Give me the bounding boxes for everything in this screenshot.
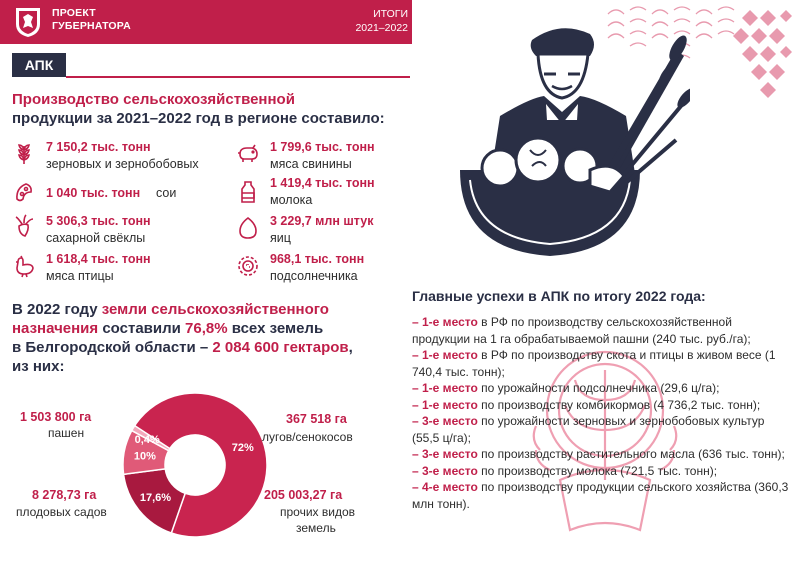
milk-label: молока <box>270 193 313 207</box>
rank-label: – 1-е место <box>412 397 478 412</box>
pig-icon <box>236 142 260 166</box>
pig-value: 1 799,6 тыс. тонн <box>270 140 375 154</box>
rank-label: – 3-е место <box>412 463 478 478</box>
meadow-percent-label: 17,6% <box>139 492 172 505</box>
project-label <box>52 7 131 33</box>
land-title-line-2 <box>12 319 402 338</box>
rank-text: по производству комбикормов (4 736,2 тыс. тонн); <box>477 397 761 412</box>
results-line-1: ИТОГИ <box>373 8 408 20</box>
wheat-label: зерновых и зернобобовых <box>46 157 199 171</box>
farmer-illustration <box>440 20 690 272</box>
rank-text: по производству молока (721,5 тыс. тонн); <box>477 463 718 478</box>
rank-label: – 1-е место <box>412 381 478 395</box>
beet-value: 5 306,3 тыс. тонн <box>46 214 151 228</box>
rank-label: – 3-е место <box>412 447 478 461</box>
results-label <box>328 7 408 35</box>
land-text-2d: всех земель <box>227 320 324 337</box>
project-line-2: ГУБЕРНАТОРА <box>52 20 131 32</box>
production-title-line-1: Производство сельскохозяйственной <box>12 91 295 108</box>
rank-label: – 3-е место <box>412 414 478 428</box>
rank-text: по производству растительного масла (636 тыс. тонн); <box>477 447 785 461</box>
list-item <box>412 463 792 480</box>
list-item <box>412 479 792 512</box>
divider <box>66 76 410 78</box>
soy-value: 1 040 тыс. тонн <box>46 186 141 200</box>
land-title <box>12 300 402 376</box>
other-land-value: 205 003,27 га <box>264 488 343 502</box>
other-land-label-1: прочих видов <box>280 505 355 519</box>
wheat-icon <box>12 142 36 166</box>
production-title <box>12 90 412 128</box>
land-text-1a: В 2022 году <box>12 301 102 318</box>
list-item <box>412 380 792 397</box>
land-text-3a: в Белгородской области – <box>12 339 213 356</box>
rank-text: по производству продукции сельского хозяйства (360,3 млн тонн). <box>412 480 789 511</box>
sunflower-label: подсолнечника <box>270 269 358 283</box>
list-item <box>412 347 792 380</box>
list-item <box>412 314 792 347</box>
egg-value: 3 229,7 млн штук <box>270 214 374 228</box>
egg-icon <box>236 216 260 240</box>
successes-title: Главные успехи в АПК по итогу 2022 года: <box>412 288 706 304</box>
rank-label: – 1-е место <box>412 315 478 329</box>
rank-label: – 4-е место <box>412 480 478 494</box>
land-donut-chart <box>120 390 270 540</box>
land-text-2a: назначения <box>12 320 99 337</box>
list-item <box>412 446 792 463</box>
list-item <box>412 413 792 446</box>
coat-of-arms-icon <box>14 6 42 38</box>
meadow-value: 367 518 га <box>286 412 347 426</box>
beet-label: сахарной свёклы <box>46 231 146 245</box>
arable-percent-label: 72% <box>231 442 254 455</box>
chicken-icon <box>12 254 36 278</box>
successes-list <box>412 314 792 512</box>
arable-value: 1 503 800 га <box>20 410 92 424</box>
orchard-value: 8 278,73 га <box>32 488 97 502</box>
wheat-value: 7 150,2 тыс. тонн <box>46 140 151 154</box>
list-item <box>412 397 792 414</box>
rank-text: по урожайности зерновых и зернобобовых культур (55,5 ц/га); <box>412 414 765 445</box>
soy-icon <box>12 180 36 204</box>
section-tag: АПК <box>12 53 66 77</box>
other-land-percent-label: 10% <box>133 450 156 463</box>
orchard-label: плодовых садов <box>16 505 107 519</box>
other-land-label-2: земель <box>296 521 336 535</box>
land-title-line-1 <box>12 300 402 319</box>
chicken-value: 1 618,4 тыс. тонн <box>46 252 151 266</box>
production-title-line-2: продукции за 2021–2022 год в регионе составило: <box>12 110 385 127</box>
rank-text: в РФ по производству скота и птицы в живом весе (1 740,4 тыс. тонн); <box>412 348 776 379</box>
sunflower-value: 968,1 тыс. тонн <box>270 252 365 266</box>
land-title-line-4: из них: <box>12 358 65 375</box>
soy-label: сои <box>156 186 177 200</box>
meadow-label: лугов/сенокосов <box>262 430 353 444</box>
beet-icon <box>12 214 36 238</box>
land-text-1b: земли сельскохозяйственного <box>101 301 329 318</box>
rank-text: по урожайности подсолнечника (29,6 ц/га); <box>477 381 720 395</box>
project-line-1: ПРОЕКТ <box>52 7 96 19</box>
results-line-2: 2021–2022 <box>355 22 408 34</box>
land-text-3b: 2 084 600 гектаров <box>212 339 349 356</box>
milk-value: 1 419,4 тыс. тонн <box>270 176 375 190</box>
pig-label: мяса свинины <box>270 157 352 171</box>
milk-icon <box>236 180 260 204</box>
orchard-percent-label: 0,4% <box>134 433 160 446</box>
chicken-label: мяса птицы <box>46 269 114 283</box>
arable-label: пашен <box>48 426 85 440</box>
land-text-3c: , <box>348 339 353 356</box>
egg-label: яиц <box>270 231 291 245</box>
land-text-2c: 76,8% <box>185 320 228 337</box>
sunflower-icon <box>236 254 260 278</box>
land-text-2b: составили <box>98 320 186 337</box>
rank-text: в РФ по производству сельскохозяйственной продукции на 1 га обрабатываемой пашни (240 тыс. руб./га); <box>412 315 751 346</box>
rank-label: – 1-е место <box>412 348 478 362</box>
land-title-line-3 <box>12 338 402 357</box>
